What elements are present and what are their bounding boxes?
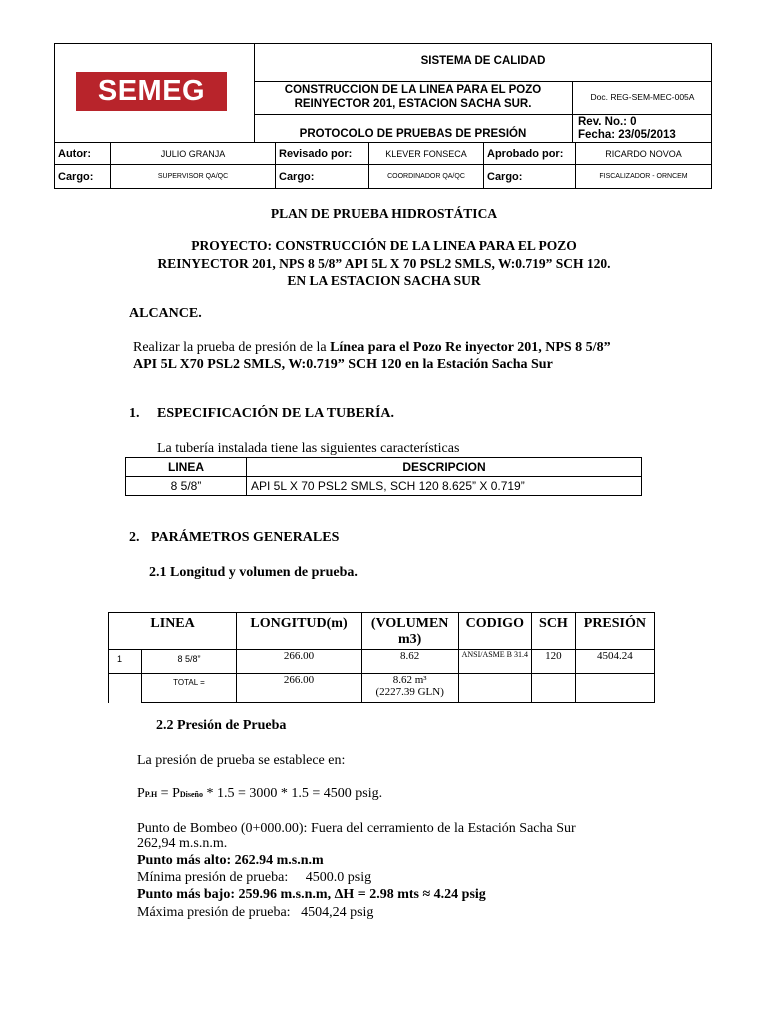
spec-cell-linea: 8 5/8” — [126, 477, 247, 496]
lv-row-presion: 4504.24 — [575, 650, 654, 674]
project-line-3: EN LA ESTACION SACHA SUR — [287, 273, 481, 288]
pressure-formula — [137, 785, 382, 803]
protocol-title: PROTOCOLO DE PRUEBAS DE PRESIÓN — [299, 128, 527, 140]
approver-name: RICARDO NOVOA — [605, 148, 682, 159]
author-position: SUPERVISOR QA/QC — [157, 173, 229, 180]
lv-row-codigo: ANSI/ASME B 31.4 — [458, 650, 532, 674]
project-line-1: PROYECTO: CONSTRUCCIÓN DE LA LINEA PARA EL POZO — [191, 238, 577, 253]
project-title-line1: CONSTRUCCION DE LA LINEA PARA EL POZO — [284, 84, 542, 96]
section-1-number: 1. — [129, 406, 140, 421]
formula-sub-ph: P.H — [144, 790, 158, 799]
lowest-point: Punto más bajo: 259.96 m.s.n.m, ΔH = 2.98 mts ≈ 4.24 psig — [137, 887, 486, 902]
lv-row-linea: 8 5/8” — [141, 650, 236, 674]
lv-header-longitud: LONGITUD(m) — [237, 613, 362, 650]
lv-total-volumen-m3: 8.62 m³ — [392, 674, 427, 686]
min-pressure-label: Mínima presión de prueba: — [137, 870, 289, 885]
document-date: Fecha: 23/05/2013 — [578, 129, 676, 141]
plan-title: PLAN DE PRUEBA HIDROSTÁTICA — [270, 206, 498, 221]
section-2-number: 2. — [129, 530, 140, 545]
scope-text-bold-1: Línea para el Pozo Re inyector 201, NPS 8 5/8” — [330, 340, 611, 355]
highest-point: Punto más alto: 262.94 m.s.n.m — [137, 853, 324, 868]
lv-header-presion: PRESIÓN — [575, 613, 654, 650]
length-volume-table — [108, 612, 655, 703]
section-1-intro: La tubería instalada tiene las siguientes características — [157, 441, 460, 456]
doc-number: Doc. REG-SEM-MEC-005A — [590, 92, 695, 102]
spec-cell-descripcion: API 5L X 70 PSL2 SMLS, SCH 120 8.625” X 0.719” — [247, 477, 642, 496]
scope-heading: ALCANCE. — [129, 306, 202, 321]
spec-header-linea: LINEA — [126, 458, 247, 477]
scope-text — [133, 339, 693, 373]
project-title-line2: REINYECTOR 201, ESTACION SACHA SUR. — [294, 98, 532, 110]
spec-header-descripcion: DESCRIPCION — [247, 458, 642, 477]
pump-point-line1: Punto de Bombeo (0+000.00): Fuera del cerramiento de la Estación Sacha Sur — [137, 821, 576, 836]
scope-text-bold-2: API 5L X70 PSL2 SMLS, W:0.719” SCH 120 en la Estación Sacha Sur — [133, 357, 553, 372]
lv-row-index: 1 — [109, 650, 142, 674]
lv-total-longitud: 266.00 — [237, 674, 362, 703]
section-1-heading: ESPECIFICACIÓN DE LA TUBERÍA. — [157, 406, 395, 421]
lv-row-sch: 120 — [532, 650, 576, 674]
author-label: Autor: — [58, 147, 91, 160]
lv-total-volumen — [361, 674, 458, 703]
min-pressure — [137, 869, 371, 886]
approved-label: Aprobado por: — [487, 147, 564, 160]
signature-table — [54, 143, 712, 189]
pipe-spec-table — [125, 457, 642, 496]
semeg-logo: SEMEG — [76, 72, 227, 111]
reviewer-name: KLEVER FONSECA — [385, 148, 467, 159]
lv-header-codigo: CODIGO — [458, 613, 532, 650]
pump-point-line2: 262,94 m.s.n.m. — [137, 836, 228, 851]
lv-header-linea: LINEA — [109, 613, 237, 650]
formula-rest: * 1.5 = 3000 * 1.5 = 4500 psig. — [202, 786, 383, 801]
reviewer-position: COORDINADOR QA/QC — [387, 173, 465, 180]
max-pressure-label: Máxima presión de prueba: — [137, 905, 291, 920]
formula-mid: = P — [157, 786, 180, 801]
subsection-2-2: 2.2 Presión de Prueba — [156, 718, 287, 733]
scope-text-plain: Realizar la prueba de presión de la — [133, 340, 331, 355]
approver-position: FISCALIZADOR - ORNCEM — [599, 173, 688, 180]
lv-total-volumen-gln: (2227.39 GLN) — [375, 686, 444, 698]
revision-number: Rev. No.: 0 — [578, 116, 637, 128]
document-header — [54, 43, 712, 143]
lv-total-label: TOTAL = — [141, 674, 236, 703]
reviewed-label: Revisado por: — [279, 147, 353, 160]
max-pressure — [137, 904, 373, 921]
subsection-2-1: 2.1 Longitud y volumen de prueba. — [149, 565, 358, 580]
section-2-heading: PARÁMETROS GENERALES — [151, 530, 340, 545]
quality-system-label: SISTEMA DE CALIDAD — [420, 55, 546, 67]
logo-cell — [55, 44, 255, 142]
cargo-label-2: Cargo: — [279, 170, 315, 183]
cargo-label-1: Cargo: — [58, 170, 94, 183]
max-pressure-value: 4504,24 psig — [301, 905, 374, 920]
lv-header-sch: SCH — [532, 613, 576, 650]
cargo-label-3: Cargo: — [487, 170, 523, 183]
min-pressure-value: 4500.0 psig — [305, 870, 372, 885]
project-line-2: REINYECTOR 201, NPS 8 5/8” API 5L X 70 PSL2 SMLS, W:0.719” SCH 120. — [157, 256, 611, 271]
pressure-intro: La presión de prueba se establece en: — [137, 753, 346, 768]
lv-row-longitud: 266.00 — [237, 650, 362, 674]
formula-sub-diseno: Diseño — [179, 790, 203, 799]
formula-p: P — [137, 786, 145, 801]
author-name: JULIO GRANJA — [160, 148, 226, 159]
lv-header-volumen: (VOLUMEN m3) — [361, 613, 458, 650]
lv-row-volumen: 8.62 — [361, 650, 458, 674]
